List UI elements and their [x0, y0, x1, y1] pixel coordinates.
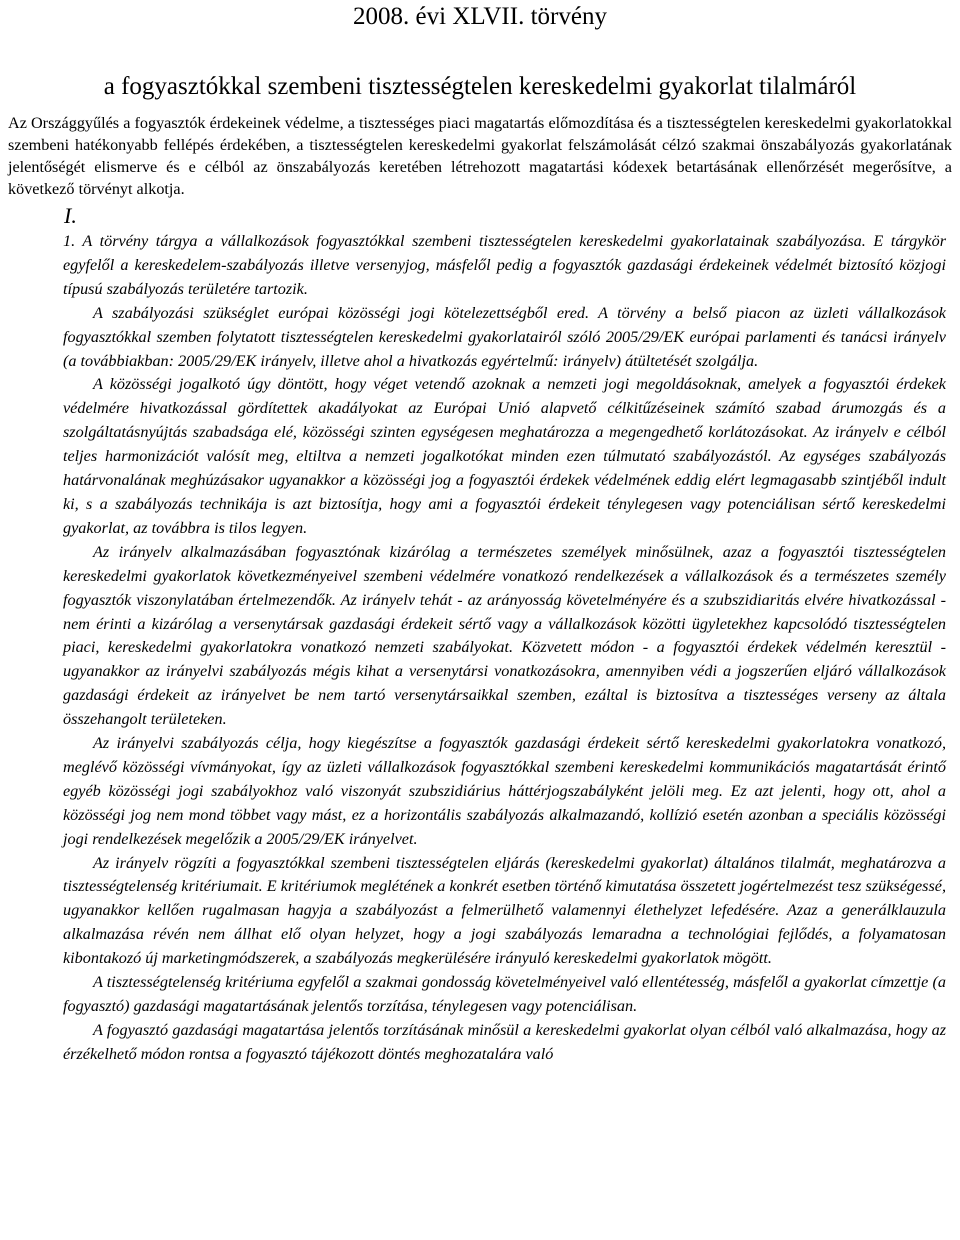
document-body: [8, 230, 952, 1067]
body-paragraph-2: A szabályozási szükséglet európai közösségi jogi kötelezettségből ered. A törvény a belső piacon az üzleti vállalkozások fogyasztókkal szemben folytatott tisztességtelen kereskedelmi gyakorlatairól szóló 2005/29/EK európai parlamenti és tanácsi irányelv (a továbbiakban: 2005/29/EK irányelv, illetve ahol a hivatkozás egyértelmű: irányelv) átültetését szolgálja.: [63, 303, 946, 370]
section-number: I.: [64, 203, 77, 228]
document-subtitle: a fogyasztókkal szembeni tisztességtelen kereskedelmi gyakorlat tilalmáról: [103, 73, 857, 100]
preamble-paragraph: Az Országgyűlés a fogyasztók érdekeinek védelme, a tisztességes piaci magatartás előmozdítása és a tisztességtelen kereskedelmi gyakorlatokkal szembeni hatékonyabb fellépés érdekében, a tisztességtelen kereskedelmi gyakorlat felszámolását célzó szakmai önszabályozás gyakorlatának jelentőségét elismerve és e célból az önszabályozás keretében létrehozott magatartási kódexek betartásának ellenőrzését megerősítve, a következő törvényt alkotja.: [8, 114, 952, 198]
body-paragraph-7: A tisztességtelenség kritériuma egyfelől a szakmai gondosság követelményeivel való ellentétesség, másfelől a gyakorlat címzettje (a fogyasztó) gazdasági magatartásának jelentős torzítása, ténylegesen vagy potenciálisan.: [63, 973, 946, 1015]
body-paragraph-8: A fogyasztó gazdasági magatartása jelentős torzításának minősül a kereskedelmi gyakorlat olyan célból való alkalmazása, hogy az érzékelhető módon rontsa a fogyasztó tájékozott döntés meghozatalára való: [63, 1020, 946, 1063]
document-title: 2008. évi XLVII. törvény: [353, 3, 607, 30]
body-paragraph-4: Az irányelv alkalmazásában fogyasztónak kizárólag a természetes személyek minősülnek, azaz a fogyasztói tisztességtelen kereskedelmi gyakorlatok következményeivel szembeni védelmére vonatkozó rendelkezések a vállalkozások és a természetes személy fogyasztók viszonylatában értelmezendők. Az irányelv tehát - az arányosság követelményére és a szubszidiaritás elvére hivatkozással - nem érinti a kizárólag a versenytársak gazdasági érdekeit sértő vagy a vállalkozások közötti ügyletekhez kapcsolódó tisztességtelen piaci, kereskedelmi gyakorlatokra vonatkozó nemzeti szabályokat. Közvetett módon - a fogyasztói érdekek védelmén keresztül - ugyanakkor az irányelvi szabályozás mégis kihat a versenytársi vonatkozásokra, amennyiben védi a jogszerűen eljáró vállalkozások gazdasági érdekeit az irányelvet be nem tartó versenytársaikkal szemben, ezáltal is biztosítva a tisztességes verseny az általa összehangolt területeken.: [63, 542, 946, 729]
body-paragraph-6: Az irányelv rögzíti a fogyasztókkal szembeni tisztességtelen eljárás (kereskedelmi gyakorlat) általános tilalmát, meghatározva a tisztességtelenség kritériumait. E kritériumok meglétének a konkrét esetben történő kimutatása összetett jogértelmezést tesz szükségessé, ugyanakkor kellően rugalmasan hagyja a szabályozást a felmerülhető valamennyi élethelyzet lefedésére. Azaz a generálklauzula alkalmazása révén nem állhat elő olyan helyzet, hogy a jogi szabályozás lemaradna a technológiai fejlődés, a folyamatosan kibontakozó új marketingmódszerek, a szabályozás megkerülésére irányuló kereskedelmi gyakorlatok mögött.: [63, 853, 946, 968]
body-paragraph-3: A közösségi jogalkotó úgy döntött, hogy véget vetendő azoknak a nemzeti jogi megoldásoknak, amelyek a fogyasztói érdekek védelmére hivatkozással gördítettek akadályokat az Európai Unió alapvető célkitűzéseinek számító szabad árumozgás és a szolgáltatásnyújtás szabadsága elé, közösségi szinten egységesen meghatározza a megengedhető korlátozásokat. Az irányelv e célból teljes harmonizációt valósít meg, eltiltva a nemzeti jogalkotókat minden ezen túlmutató szabályozástól. Az egységes szabályozás határvonalának meghúzásakor ugyanakkor a közösségi jog a fogyasztói érdekek védelmének eddig elért legmagasabb szintjéből indult ki, s a szabályozás technikája is azt biztosítja, hogy ami a fogyasztói érdekeit ténylegesen vagy potenciálisan sértő kereskedelmi gyakorlat, az továbbra is tilos legyen.: [63, 375, 946, 537]
body-paragraph-5: Az irányelvi szabályozás célja, hogy kiegészítse a fogyasztók gazdasági érdekeit sértő kereskedelmi gyakorlatokra vonatkozó, meglévő közösségi vívmányokat, így az üzleti vállalkozások fogyasztókkal szembeni kereskedelmi kommunikációs magatartását érintő egyéb közösségi jogi szabályokhoz való viszonyát szubszidiárius háttérjogszabályként jelöli meg. Ez azt jelenti, hogy ott, ahol a közösségi jog nem mond többet vagy mást, ez a horizontális szabályozás alkalmazandó, kollízió esetén azonban a speciális közösségi jogi rendelkezések megelőzik a 2005/29/EK irányelvet.: [63, 734, 946, 848]
body-paragraph-1: 1. A törvény tárgya a vállalkozások fogyasztókkal szembeni tisztességtelen kereskedelmi gyakorlatainak szabályozása. E tárgykör egyfelől a kereskedelem-szabályozás illetve versenyjog, másfelől pedig a fogyasztók gazdasági érdekeinek védelmét biztosító közjogi típusú szabályozás területére tartozik.: [63, 232, 946, 298]
